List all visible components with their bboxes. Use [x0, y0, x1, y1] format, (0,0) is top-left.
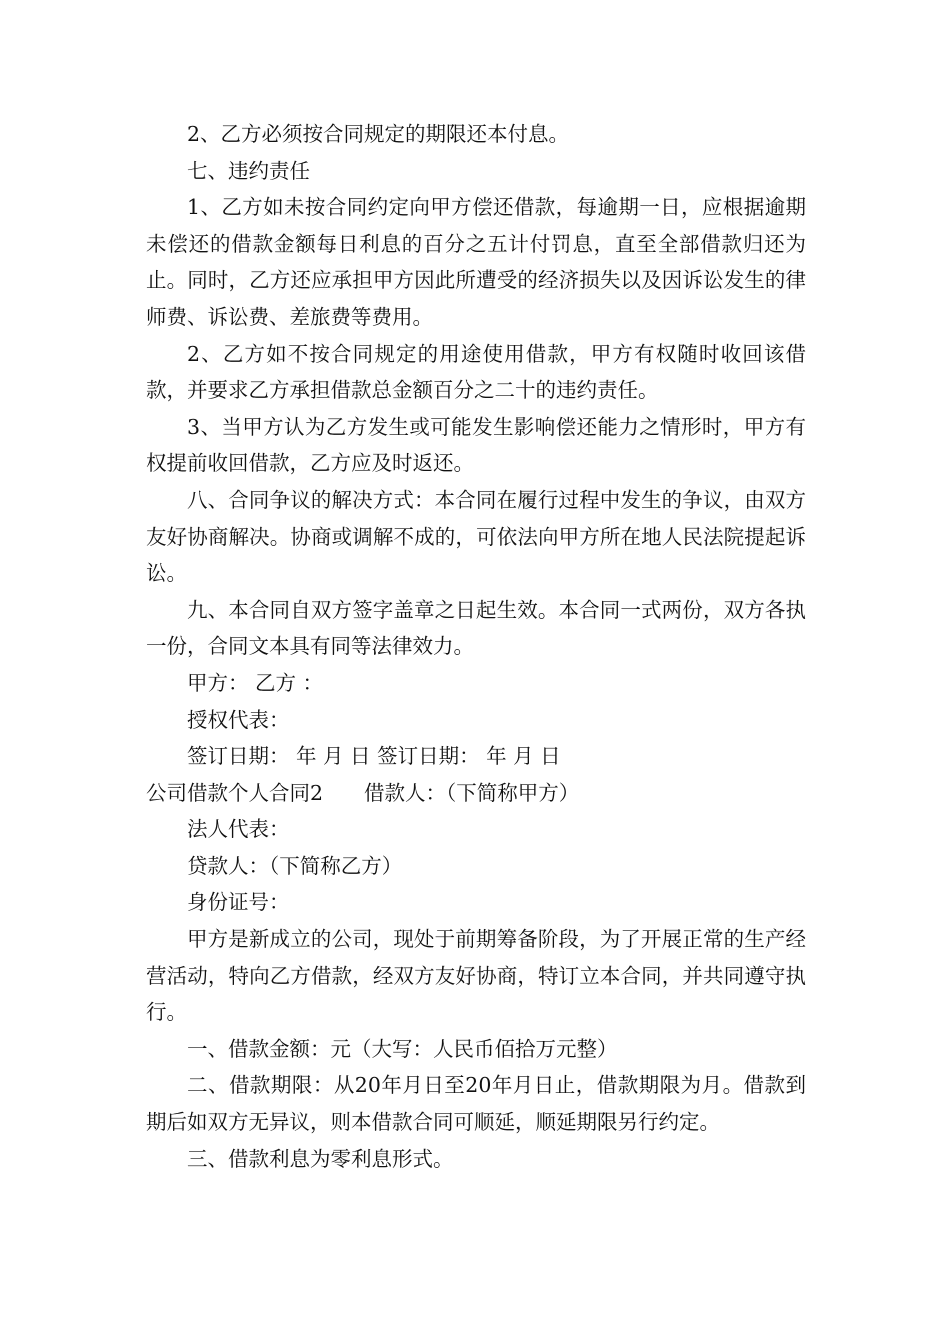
signature-representative: 授权代表： — [187, 707, 290, 732]
clause-late-penalty: 1、乙方如未按合同约定向甲方偿还借款，每逾期一日，应根据逾期未偿还的借款金额每日利息的百分之五计付罚息，直至全部借款归还为止。同时，乙方还应承担甲方因此所遭受的经济损失以及因诉讼发生的律师费、诉讼费、差旅费等费用。 — [146, 195, 806, 329]
section-heading-breach: 七、违约责任 — [187, 158, 310, 183]
clause-misuse-of-loan: 2、乙方如不按合同规定的用途使用借款，甲方有权随时收回该借款，并要求乙方承担借款总金额百分之二十的违约责任。 — [146, 341, 806, 403]
signature-parties: 甲方： 乙方 ： — [187, 670, 324, 695]
clause-early-recall: 3、当甲方认为乙方发生或可能发生影响偿还能力之情形时，甲方有权提前收回借款，乙方应及时返还。 — [146, 414, 806, 476]
field-lender: 贷款人：（下简称乙方） — [187, 853, 403, 878]
clause-dispute-resolution: 八、合同争议的解决方式：本合同在履行过程中发生的争议，由双方友好协商解决。协商或调解不成的，可依法向甲方所在地人民法院提起诉讼。 — [146, 487, 806, 586]
signature-dates: 签订日期： 年 月 日 签订日期： 年 月 日 — [187, 744, 561, 769]
clause-loan-term: 二、借款期限：从20年月日至20年月日止，借款期限为月。借款到期后如双方无异议，则本借款合同可顺延，顺延期限另行约定。 — [146, 1073, 806, 1135]
contract-2-title-borrower: 公司借款个人合同2 借款人：（下简称甲方） — [146, 780, 580, 805]
clause-effectiveness: 九、本合同自双方签字盖章之日起生效。本合同一式两份，双方各执一份，合同文本具有同等法律效力。 — [146, 597, 806, 659]
field-legal-representative: 法人代表： — [187, 817, 290, 842]
document-page — [146, 116, 806, 1177]
preamble: 甲方是新成立的公司，现处于前期筹备阶段，为了开展正常的生产经营活动，特向乙方借款，经双方友好协商，特订立本合同，并共同遵守执行。 — [146, 927, 806, 1025]
clause-repayment-obligation: 2、乙方必须按合同规定的期限还本付息。 — [187, 122, 570, 146]
clause-loan-amount: 一、借款金额：元（大写：人民币佰拾万元整） — [187, 1036, 618, 1061]
clause-interest: 三、借款利息为零利息形式。 — [187, 1146, 454, 1171]
field-id-number: 身份证号： — [187, 890, 290, 915]
